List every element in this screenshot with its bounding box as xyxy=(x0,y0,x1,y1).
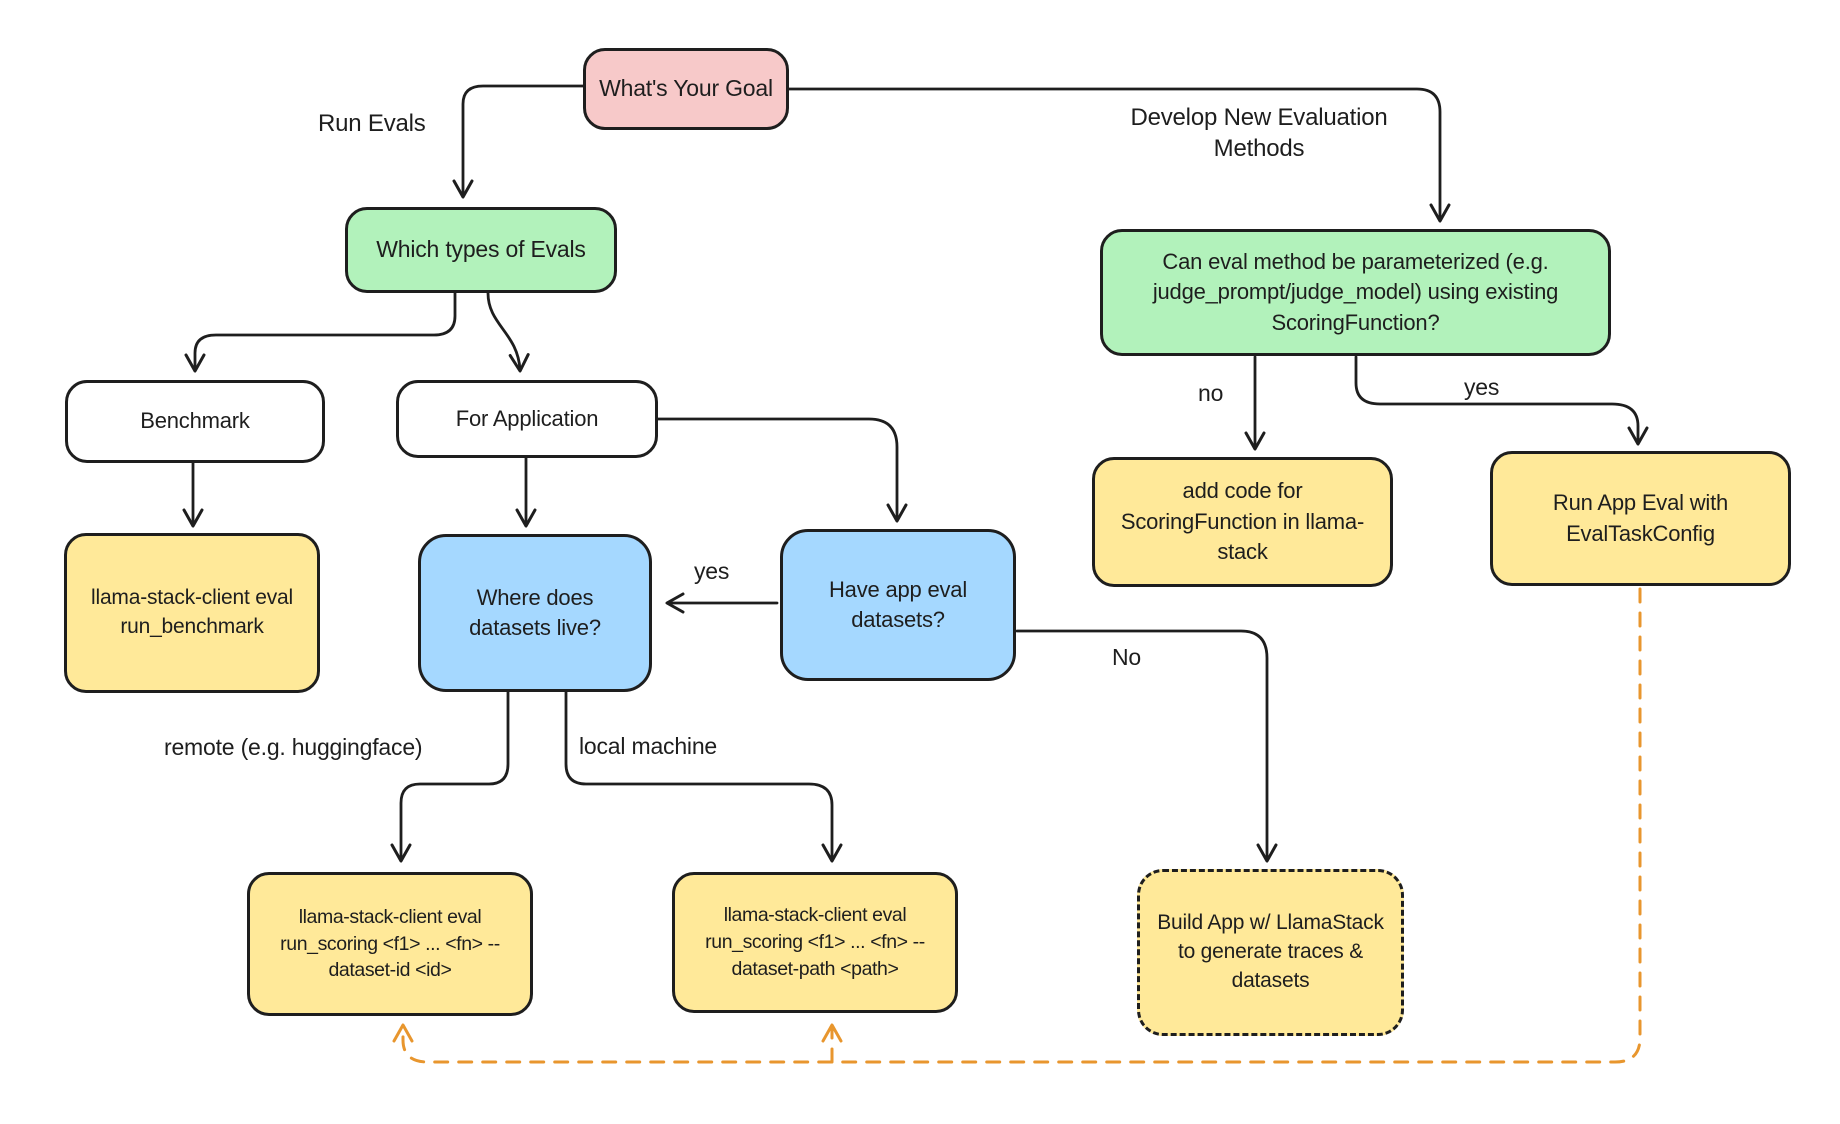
edge-have-datasets-no-to-build-app xyxy=(1017,631,1267,860)
edge-label-no-parameterized: no xyxy=(1198,380,1224,406)
edge-label-run-evals: Run Evals xyxy=(318,110,426,137)
edge-label-remote-huggingface: remote (e.g. huggingface) xyxy=(164,734,423,760)
edge-label-develop-new-evaluation-methods: Develop New Evaluation Methods xyxy=(1130,104,1388,163)
edge-for-application-to-have-datasets xyxy=(658,419,897,520)
node-whats-your-goal: What's Your Goal xyxy=(583,48,789,130)
edge-where-datasets-remote-to-run-scoring-id xyxy=(401,692,508,860)
node-add-code-for-scoringfunction: add code for ScoringFunction in llama-stack xyxy=(1092,457,1393,587)
node-run-scoring-dataset-path-command: llama-stack-client eval run_scoring <f1> ... <fn> --dataset-path <path> xyxy=(672,872,958,1013)
node-where-does-datasets-live: Where does datasets live? xyxy=(418,534,652,692)
node-which-types-of-evals: Which types of Evals xyxy=(345,207,617,293)
edge-where-datasets-local-to-run-scoring-path xyxy=(566,692,832,860)
edge-label-no-have-datasets: No xyxy=(1112,644,1142,670)
edge-label-local-machine: local machine xyxy=(579,733,718,759)
node-run-benchmark-command: llama-stack-client eval run_benchmark xyxy=(64,533,320,693)
edge-label-yes-parameterized: yes xyxy=(1464,374,1500,400)
node-benchmark: Benchmark xyxy=(65,380,325,463)
edge-goal-to-which-types xyxy=(463,86,583,196)
node-for-application: For Application xyxy=(396,380,658,458)
node-run-scoring-dataset-id-command: llama-stack-client eval run_scoring <f1> ... <fn> --dataset-id <id> xyxy=(247,872,533,1016)
edge-label-yes-have-datasets: yes xyxy=(694,558,730,584)
edge-which-types-to-for-application xyxy=(488,293,520,370)
node-have-app-eval-datasets: Have app eval datasets? xyxy=(780,529,1016,681)
node-run-app-eval-with-evaltaskconfig: Run App Eval with EvalTaskConfig xyxy=(1490,451,1791,586)
node-build-app-with-llamastack: Build App w/ LlamaStack to generate traces & datasets xyxy=(1137,869,1404,1036)
node-can-eval-method-be-parameterized: Can eval method be parameterized (e.g. judge_prompt/judge_model) using existing ScoringFunction? xyxy=(1100,229,1611,356)
edge-which-types-to-benchmark xyxy=(195,293,455,370)
